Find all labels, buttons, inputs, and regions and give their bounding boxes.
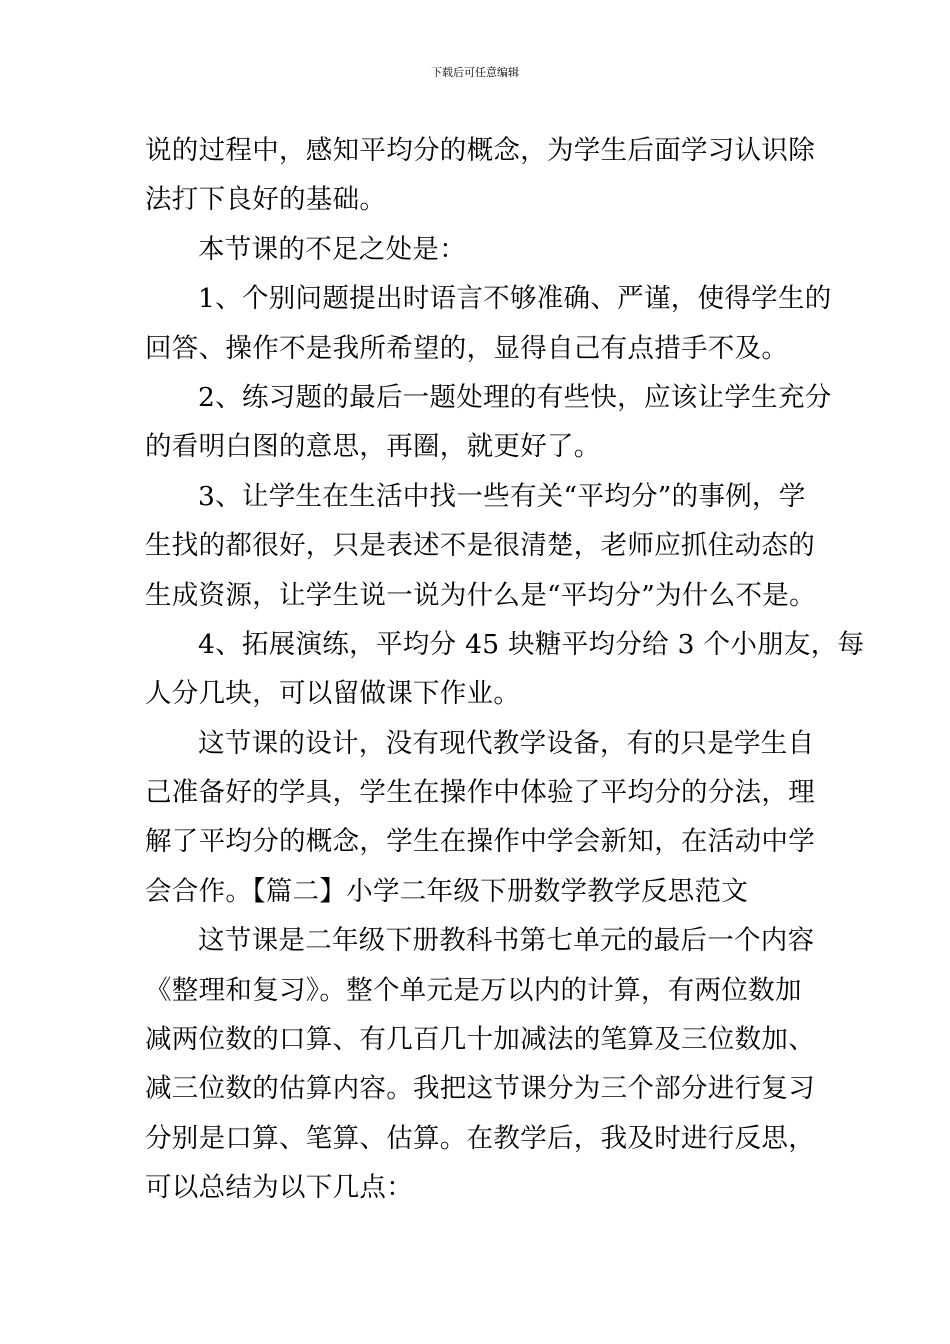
- text-line: 会合作。【篇二】小学二年级下册数学教学反思范文: [145, 875, 749, 907]
- text-line: 分别是口算、笔算、估算。在教学后，我及时进行反思，: [145, 1122, 815, 1154]
- text-line: 生成资源，让学生说一说为什么是“平均分”为什么不是。: [145, 579, 816, 611]
- text-line: 人分几块，可以留做课下作业。: [145, 678, 521, 710]
- text-line: 回答、操作不是我所希望的，显得自己有点措手不及。: [145, 332, 789, 364]
- text-line: 这节课的设计，没有现代教学设备，有的只是学生自: [198, 727, 815, 759]
- text-line: 1、个别问题提出时语言不够准确、严谨，使得学生的: [198, 283, 832, 315]
- text-line: 4、拓展演练，平均分 45 块糖平均分给 3 个小朋友，每: [198, 628, 865, 660]
- text-line: 本节课的不足之处是：: [198, 233, 466, 265]
- text-line: 说的过程中，感知平均分的概念，为学生后面学习认识除: [145, 135, 815, 166]
- text-line: 的看明白图的意思，再圈，就更好了。: [145, 431, 601, 463]
- page-header: 下载后可任意编辑: [431, 66, 519, 79]
- text-line: 这节课是二年级下册教科书第七单元的最后一个内容: [198, 925, 815, 957]
- text-line: 3、让学生在生活中找一些有关“平均分”的事例，学: [198, 480, 806, 512]
- text-line: 减两位数的口算、有几百几十加减法的笔算及三位数加、: [145, 1024, 815, 1056]
- text-line: 《整理和复习》。整个单元是万以内的计算，有两位数加: [145, 974, 802, 1006]
- text-line: 生找的都很好，只是表述不是很清楚，老师应抓住动态的: [145, 530, 815, 562]
- text-line: 减三位数的估算内容。我把这节课分为三个部分进行复习: [145, 1073, 815, 1105]
- text-line: 己准备好的学具，学生在操作中体验了平均分的分法，理: [145, 777, 815, 809]
- text-line: 解了平均分的概念，学生在操作中学会新知，在活动中学: [145, 826, 815, 858]
- text-line: 法打下良好的基础。: [145, 184, 387, 216]
- document-body: [145, 126, 865, 1213]
- text-line: 可以总结为以下几点：: [145, 1172, 413, 1204]
- text-line: 2、练习题的最后一题处理的有些快，应该让学生充分: [198, 381, 832, 413]
